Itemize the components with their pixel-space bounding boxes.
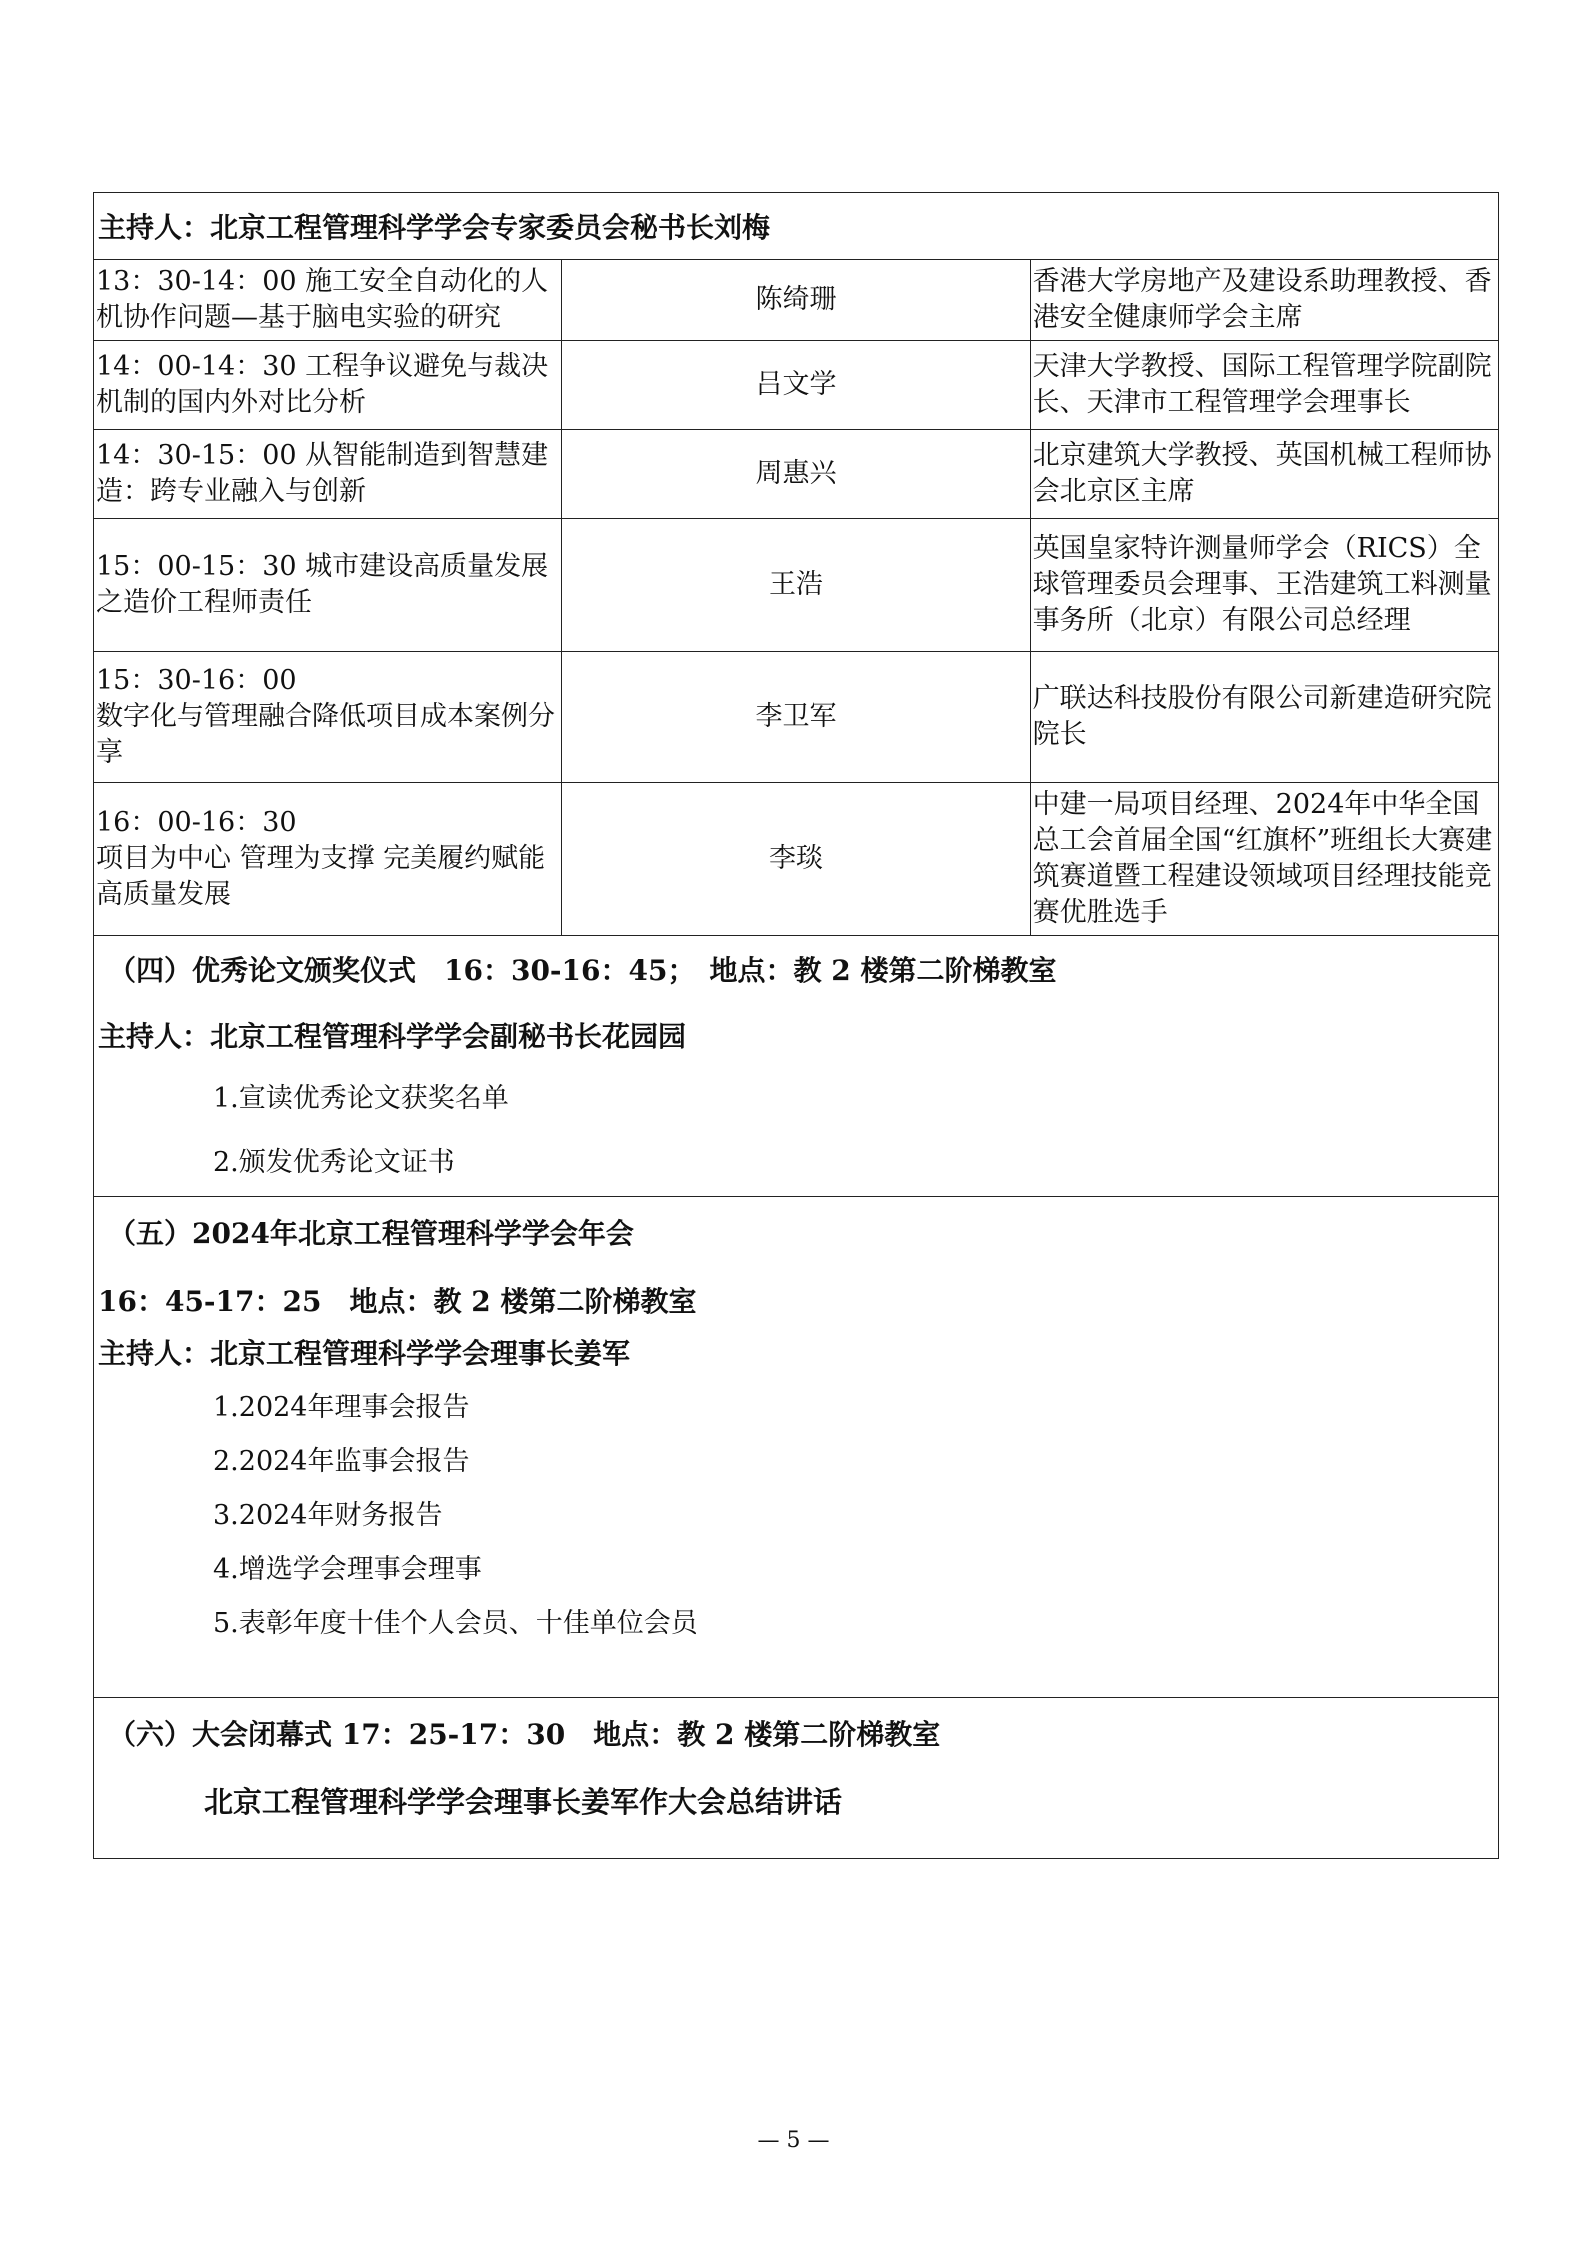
- talk-cell: [94, 783, 562, 936]
- section-6: [94, 1698, 1499, 1859]
- table-row: [94, 783, 1499, 936]
- talk-topic: 13：30-14：00 施工安全自动化的人机协作问题—基于脑电实验的研究: [94, 260, 562, 341]
- talk-topic: 项目为中心 管理为支撑 完美履约赋能高质量发展: [96, 843, 546, 910]
- section-6-title: （六）大会闭幕式 17：25-17：30 地点：教 2 楼第二阶梯教室: [108, 1718, 941, 1751]
- section-6-row: [94, 1698, 1499, 1859]
- table-row: [94, 260, 1499, 341]
- talk-speaker-title: 香港大学房地产及建设系助理教授、香港安全健康师学会主席: [1030, 260, 1498, 341]
- section-5-host: 主持人：北京工程管理科学学会理事长姜军: [98, 1337, 631, 1370]
- table-row: [94, 652, 1499, 783]
- talk-speaker-title: 北京建筑大学教授、英国机械工程师协会北京区主席: [1030, 430, 1498, 519]
- talk-topic: 14：30-15：00 从智能制造到智慧建造：跨专业融入与创新: [94, 430, 562, 519]
- talk-topic: 14：00-14：30 工程争议避免与裁决机制的国内外对比分析: [94, 341, 562, 430]
- program-table: [93, 192, 1499, 1859]
- table-row: [94, 430, 1499, 519]
- talk-speaker-title: 中建一局项目经理、2024年中华全国总工会首届全国“红旗杯”班组长大赛建筑赛道暨工程建设领域项目经理技能竞赛优胜选手: [1030, 783, 1498, 936]
- page-number: — 5 —: [757, 2128, 830, 2153]
- talk-time: 15：30-16：00: [96, 665, 297, 696]
- list-item: 1.2024年理事会报告: [213, 1392, 470, 1423]
- list-item: 2.2024年监事会报告: [213, 1446, 470, 1477]
- talk-topic: 数字化与管理融合降低项目成本案例分享: [96, 701, 555, 768]
- host-row: [94, 193, 1499, 260]
- talk-speaker-title: 英国皇家特许测量师学会（RICS）全球管理委员会理事、王浩建筑工料测量事务所（北京）有限公司总经理: [1030, 519, 1498, 652]
- section-5-title: （五）2024年北京工程管理科学学会年会: [108, 1217, 634, 1250]
- list-item: 1.宣读优秀论文获奖名单: [213, 1083, 509, 1114]
- talk-speaker: 王浩: [562, 519, 1030, 652]
- host-1-text: 主持人：北京工程管理科学学会专家委员会秘书长刘梅: [94, 193, 1499, 260]
- talk-speaker: 周惠兴: [562, 430, 1030, 519]
- talk-speaker: 吕文学: [562, 341, 1030, 430]
- talk-time: 16：00-16：30: [96, 807, 297, 838]
- program-page: [93, 192, 1499, 1859]
- list-item: 2.颁发优秀论文证书: [213, 1147, 455, 1178]
- talk-speaker: 李琰: [562, 783, 1030, 936]
- section-4-row: [94, 936, 1499, 1197]
- section-4-title: （四）优秀论文颁奖仪式 16：30-16：45； 地点：教 2 楼第二阶梯教室: [108, 954, 1057, 987]
- talk-topic: 15：00-15：30 城市建设高质量发展之造价工程师责任: [94, 519, 562, 652]
- list-item: 4.增选学会理事会理事: [213, 1554, 482, 1585]
- section-4-host: 主持人：北京工程管理科学学会副秘书长花园园: [98, 1020, 687, 1053]
- talk-cell: [94, 652, 562, 783]
- section-4: [94, 936, 1499, 1197]
- talk-speaker-title: 天津大学教授、国际工程管理学院副院长、天津市工程管理学会理事长: [1030, 341, 1498, 430]
- list-item: 3.2024年财务报告: [213, 1500, 443, 1531]
- section-6-content: 北京工程管理科学学会理事长姜军作大会总结讲话: [204, 1785, 843, 1819]
- section-5-time-place: 16：45-17：25 地点：教 2 楼第二阶梯教室: [98, 1285, 697, 1318]
- talk-speaker-title: 广联达科技股份有限公司新建造研究院院长: [1030, 652, 1498, 783]
- table-row: [94, 341, 1499, 430]
- list-item: 5.表彰年度十佳个人会员、十佳单位会员: [213, 1608, 698, 1639]
- section-5-row: [94, 1197, 1499, 1698]
- section-5: [94, 1197, 1499, 1698]
- table-row: [94, 519, 1499, 652]
- talk-speaker: 李卫军: [562, 652, 1030, 783]
- talk-speaker: 陈绮珊: [562, 260, 1030, 341]
